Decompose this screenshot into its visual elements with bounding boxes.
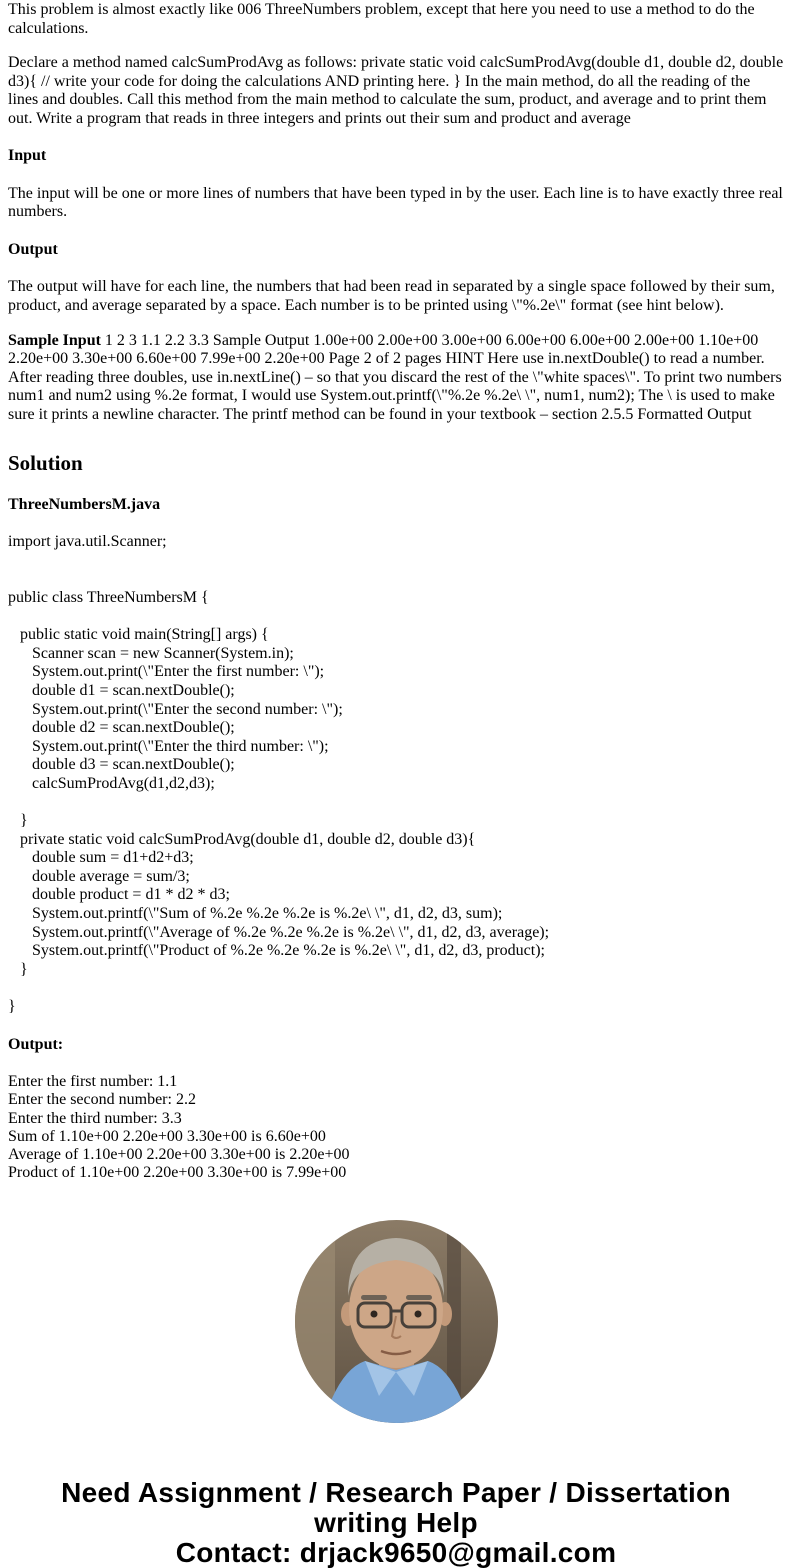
output-line: Average of 1.10e+00 2.20e+00 3.30e+00 is 2.20e+00	[8, 1146, 350, 1163]
program-output	[8, 1073, 784, 1182]
sample-paragraph	[8, 332, 784, 425]
code-line: private static void calcSumProdAvg(double d1, double d2, double d3){	[8, 830, 476, 848]
code-line: double average = sum/3;	[8, 867, 190, 885]
code-line	[8, 570, 784, 589]
output-line: Sum of 1.10e+00 2.20e+00 3.30e+00 is 6.60e+00	[8, 1127, 326, 1145]
code-block	[8, 533, 784, 1016]
code-line: System.out.print(\"Enter the first number: \");	[8, 663, 325, 681]
code-line: public static void main(String[] args) {	[8, 626, 269, 644]
code-line: }	[8, 998, 16, 1016]
code-line: System.out.printf(\"Product of %.2e %.2e %.2e is %.2e\ \", d1, d2, d3, product);	[8, 942, 545, 960]
output-line: Product of 1.10e+00 2.20e+00 3.30e+00 is 7.99e+00	[8, 1164, 347, 1182]
code-line: System.out.print(\"Enter the third number: \");	[8, 737, 329, 755]
file-name-heading: ThreeNumbersM.java	[8, 495, 161, 513]
code-line: double d3 = scan.nextDouble();	[8, 756, 235, 774]
promo-banner	[8, 1478, 784, 1568]
promo-contact: Contact: drjack9650@gmail.com	[175, 1537, 617, 1568]
output-description: The output will have for each line, the numbers that had been read in separated by a single space followed by their sum, product, and average separated by a space. Each number is to be printed using \"%.2e\" format (see hint below).	[8, 278, 775, 315]
code-line: double d2 = scan.nextDouble();	[8, 719, 235, 737]
problem-description: Declare a method named calcSumProdAvg as follows: private static void calcSumProdAvg(double d1, double d2, double d3){ // write your code for doing the calculations AND printing here. } In the main method, do all the reading of the lines and doubles. Call this method from the main method to calculate the sum, product, and average and to print them out. Write a program that reads in three integers and prints out their sum and product and average	[8, 54, 784, 127]
promo-heading: Need Assignment / Research Paper / Dissertation writing Help	[61, 1477, 731, 1539]
code-line	[8, 608, 784, 627]
output-line: Enter the second number: 2.2	[8, 1091, 196, 1109]
code-line: import java.util.Scanner;	[8, 533, 167, 551]
program-output-label: Output:	[8, 1035, 64, 1053]
code-line: double d1 = scan.nextDouble();	[8, 681, 235, 699]
sample-text: 1 2 3 1.1 2.2 3.3 Sample Output 1.00e+00 2.00e+00 3.00e+00 6.00e+00 6.00e+00 2.00e+00 1.10e+00 2.20e+00 3.30e+00 6.60e+00 7.99e+00 2.20e+00 Page 2 of 2 pages HINT Here use in.nextDouble() to read a number. After reading three doubles, use in.nextLine() – so that you discard the rest of the \"white spaces\". To print two numbers num1 and num2 using %.2e format, I would use System.out.printf(\"%.2e %.2e\ \", num1, num2); The \ is used to make sure it prints a newline character. The printf method can be found in your textbook – section 2.5.5 Formatted Output	[8, 331, 782, 423]
code-line: }	[8, 812, 28, 830]
portrait-section	[8, 1220, 784, 1428]
code-line: }	[8, 960, 28, 978]
input-description: The input will be one or more lines of numbers that have been typed in by the user. Each line is to have exactly three real numbers.	[8, 184, 783, 221]
input-heading: Input	[8, 147, 47, 165]
output-heading: Output	[8, 240, 58, 258]
output-line: Enter the first number: 1.1	[8, 1073, 178, 1091]
portrait-photo	[295, 1220, 498, 1423]
code-line: calcSumProdAvg(d1,d2,d3);	[8, 774, 215, 792]
sample-input-label: Sample Input	[8, 331, 101, 349]
code-line: System.out.print(\"Enter the second number: \");	[8, 700, 343, 718]
code-line: System.out.printf(\"Sum of %.2e %.2e %.2e is %.2e\ \", d1, d2, d3, sum);	[8, 905, 503, 923]
portrait-illustration	[295, 1220, 498, 1423]
code-line: Scanner scan = new Scanner(System.in);	[8, 644, 294, 662]
code-line	[8, 552, 784, 571]
output-line: Enter the third number: 3.3	[8, 1109, 182, 1127]
intro-paragraph: This problem is almost exactly like 006 ThreeNumbers problem, except that here you need to use a method to do the calculations.	[8, 1, 755, 37]
code-line	[8, 979, 784, 998]
document-page	[0, 1, 794, 1568]
code-line: public class ThreeNumbersM {	[8, 588, 209, 606]
code-line: System.out.printf(\"Average of %.2e %.2e %.2e is %.2e\ \", d1, d2, d3, average);	[8, 923, 550, 941]
solution-heading: Solution	[8, 451, 83, 476]
code-line	[8, 794, 784, 813]
code-line: double product = d1 * d2 * d3;	[8, 886, 230, 904]
code-line: double sum = d1+d2+d3;	[8, 849, 194, 867]
